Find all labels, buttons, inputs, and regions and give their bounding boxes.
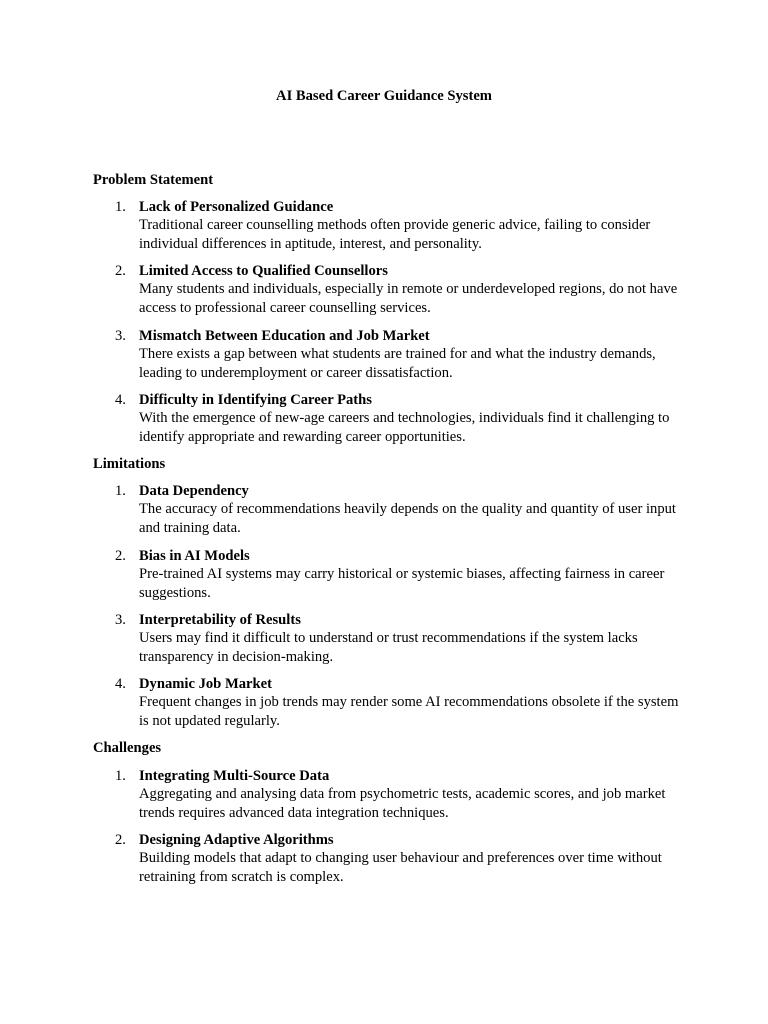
list-item-description: With the emergence of new-age careers and technologies, individuals find it challenging to identify appropriate and rewarding career opportunities. — [139, 410, 670, 445]
list-item-title: Dynamic Job Market — [139, 676, 272, 692]
list-item-number: 1. — [115, 768, 126, 784]
list-item-description: Many students and individuals, especially in remote or underdeveloped regions, do not have access to professional career counselling services. — [139, 281, 678, 316]
list-item-description: Frequent changes in job trends may render some AI recommendations obsolete if the system is not updated regularly. — [139, 694, 679, 729]
list-item-number: 3. — [115, 612, 126, 628]
list-item-description: Building models that adapt to changing user behaviour and preferences over time without retraining from scratch is complex. — [139, 850, 662, 885]
section-heading-challenges: Challenges — [93, 740, 162, 756]
list-item-title: Bias in AI Models — [139, 548, 250, 564]
list-item-title: Data Dependency — [139, 483, 249, 499]
list-item-description: Aggregating and analysing data from psychometric tests, academic scores, and job market trends requires advanced data integration techniques. — [139, 786, 666, 821]
list-item-description: There exists a gap between what students are trained for and what the industry demands, leading to underemployment or career dissatisfaction. — [139, 346, 656, 381]
list-item-description: The accuracy of recommendations heavily depends on the quality and quantity of user input and training data. — [139, 501, 676, 536]
list-item-number: 1. — [115, 483, 126, 499]
list-item-title: Lack of Personalized Guidance — [139, 199, 334, 215]
list-item-description: Traditional career counselling methods often provide generic advice, failing to consider individual differences in aptitude, interest, and personality. — [139, 217, 651, 252]
section-heading-problem-statement: Problem Statement — [93, 172, 214, 188]
list-item-title: Mismatch Between Education and Job Market — [139, 328, 430, 344]
list-item-number: 1. — [115, 199, 126, 215]
list-item-number: 4. — [115, 676, 126, 692]
list-item-title: Designing Adaptive Algorithms — [139, 832, 334, 848]
list-item-title: Integrating Multi-Source Data — [139, 768, 330, 784]
list-item-description: Users may find it difficult to understand or trust recommendations if the system lacks transparency in decision-making. — [139, 630, 638, 665]
section-heading-limitations: Limitations — [93, 456, 166, 472]
list-item-number: 2. — [115, 548, 126, 564]
list-item-title: Limited Access to Qualified Counsellors — [139, 263, 388, 279]
list-item-number: 3. — [115, 328, 126, 344]
list-item-title: Interpretability of Results — [139, 612, 301, 628]
list-item-title: Difficulty in Identifying Career Paths — [139, 392, 372, 408]
list-item-number: 4. — [115, 392, 126, 408]
list-item-number: 2. — [115, 263, 126, 279]
document-title: AI Based Career Guidance System — [276, 88, 492, 104]
list-item-description: Pre-trained AI systems may carry historical or systemic biases, affecting fairness in career suggestions. — [139, 566, 665, 601]
list-item-number: 2. — [115, 832, 126, 848]
